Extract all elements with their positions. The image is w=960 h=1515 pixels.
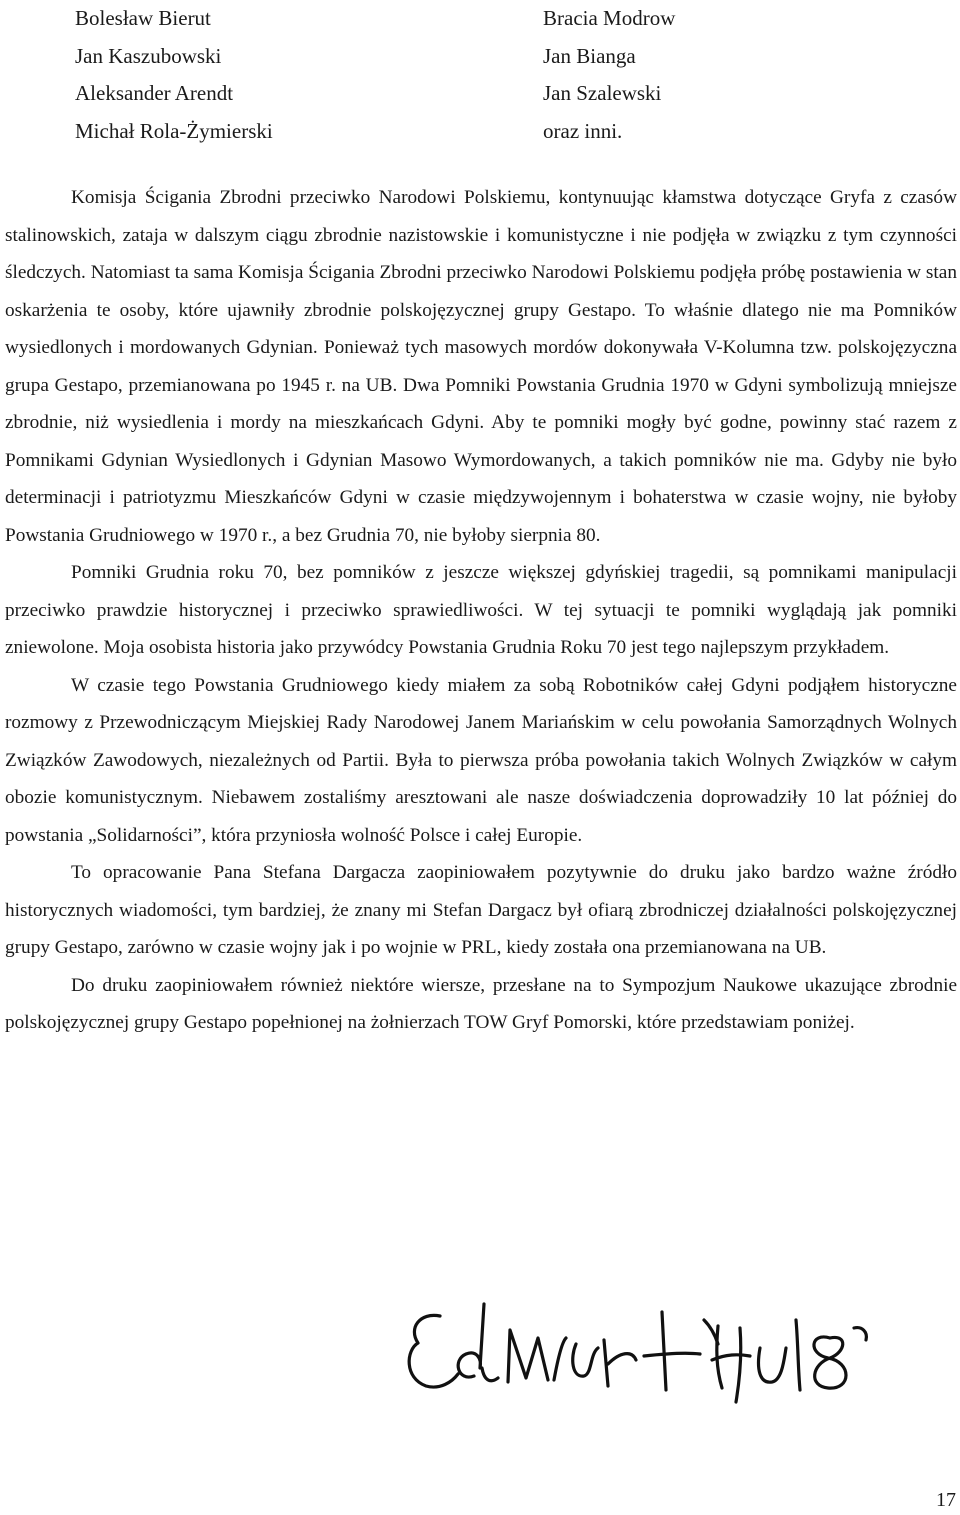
paragraph: Do druku zaopiniowałem również niektóre wiersze, przesłane na to Sympozjum Naukowe ukazujące zbrodnie polskojęzycznej grupy Gestapo popełnionej na żołnierzach TOW Gryf Pomorski, które przedstawiam poniżej.	[5, 974, 957, 1033]
handwritten-signature	[400, 1298, 875, 1418]
name-item: Bolesław Bierut	[75, 6, 211, 30]
page-number: 17	[936, 1489, 956, 1511]
body-text	[5, 179, 957, 1042]
name-item: Bracia Modrow	[543, 6, 676, 30]
name-item: Jan Kaszubowski	[75, 43, 222, 68]
name-item: Aleksander Arendt	[75, 81, 234, 105]
paragraph: Komisja Ścigania Zbrodni przeciwko Narodowi Polskiemu, kontynuując kłamstwa dotyczące Gryfa z czasów stalinowskich, zataja w dalszym ciągu zbrodnie nazistowskie i komunistyczne i nie podjęła w związku z tym czynności śledczych. Natomiast ta sama Komisja Ścigania Zbrodni przeciwko Narodowi Polskiemu podjęła próbę postawienia w stan oskarżenia te osoby, które ujawniły zbrodnie polskojęzycznej grupy Gestapo. To właśnie dlatego nie ma Pomników wysiedlonych i mordowanych Gdynian. Ponieważ tych masowych mordów dokonywała V-Kolumna tzw. polskojęzyczna grupa Gestapo, przemianowana po 1945 r. na UB. Dwa Pomniki Powstania Grudnia 1970 w Gdyni symbolizują mniejsze zbrodnie, niż wysiedlenia i mordy na mieszkańcach Gdyni. Aby te pomniki mogły być godne, powinny stać razem z Pomnikami Gdynian Wysiedlonych i Gdynian Masowo Wymordowanych, a takich pomników nie ma. Gdyby nie było determinacji i patriotyzmu Mieszkańców Gdyni w czasie międzywojennym i bohaterstwa w czasie wojny, nie byłoby Powstania Grudniowego w 1970 r., a bez Grudnia 70, nie byłoby sierpnia 80.	[5, 187, 957, 546]
names-column-right	[543, 0, 675, 150]
name-item: Jan Szalewski	[543, 81, 662, 105]
names-column-left	[75, 0, 273, 150]
name-item: Jan Bianga	[543, 43, 636, 68]
paragraph: Pomniki Grudnia roku 70, bez pomników z jeszcze większej gdyńskiej tragedii, są pomnikami manipulacji przeciwko prawdzie historycznej i przeciwko sprawiedliwości. W tej sytuacji te pomniki wyglądają jak pomniki zniewolone. Moja osobista historia jako przywódcy Powstania Grudnia Roku 70 jest tego najlepszym przykładem.	[5, 562, 957, 658]
paragraph: W czasie tego Powstania Grudniowego kiedy miałem za sobą Robotników całej Gdyni podjąłem historyczne rozmowy z Przewodniczącym Miejskiej Rady Narodowej Janem Mariańskim w celu powołania Samorządnych Wolnych Związków Zawodowych, niezależnych od Partii. Była to pierwsza próba powołania takich Wolnych Związków w całym obozie komunistycznym. Niebawem zostaliśmy aresztowani ale nasze doświadczenia doprowadziły 10 lat później do powstania „Solidarności”, która przyniosła wolność Polsce i całej Europie.	[5, 674, 957, 846]
name-item: oraz inni.	[543, 118, 623, 143]
paragraph: To opracowanie Pana Stefana Dargacza zaopiniowałem pozytywnie do druku jako bardzo ważne źródło historycznych wiadomości, tym bardziej, że znany mi Stefan Dargacz był ofiarą zbrodniczej działalności polskojęzycznej grupy Gestapo, zarówno w czasie wojny jak i po wojnie w PRL, kiedy została ona przemianowana na UB.	[5, 862, 957, 958]
name-item: Michał Rola-Żymierski	[75, 118, 273, 143]
